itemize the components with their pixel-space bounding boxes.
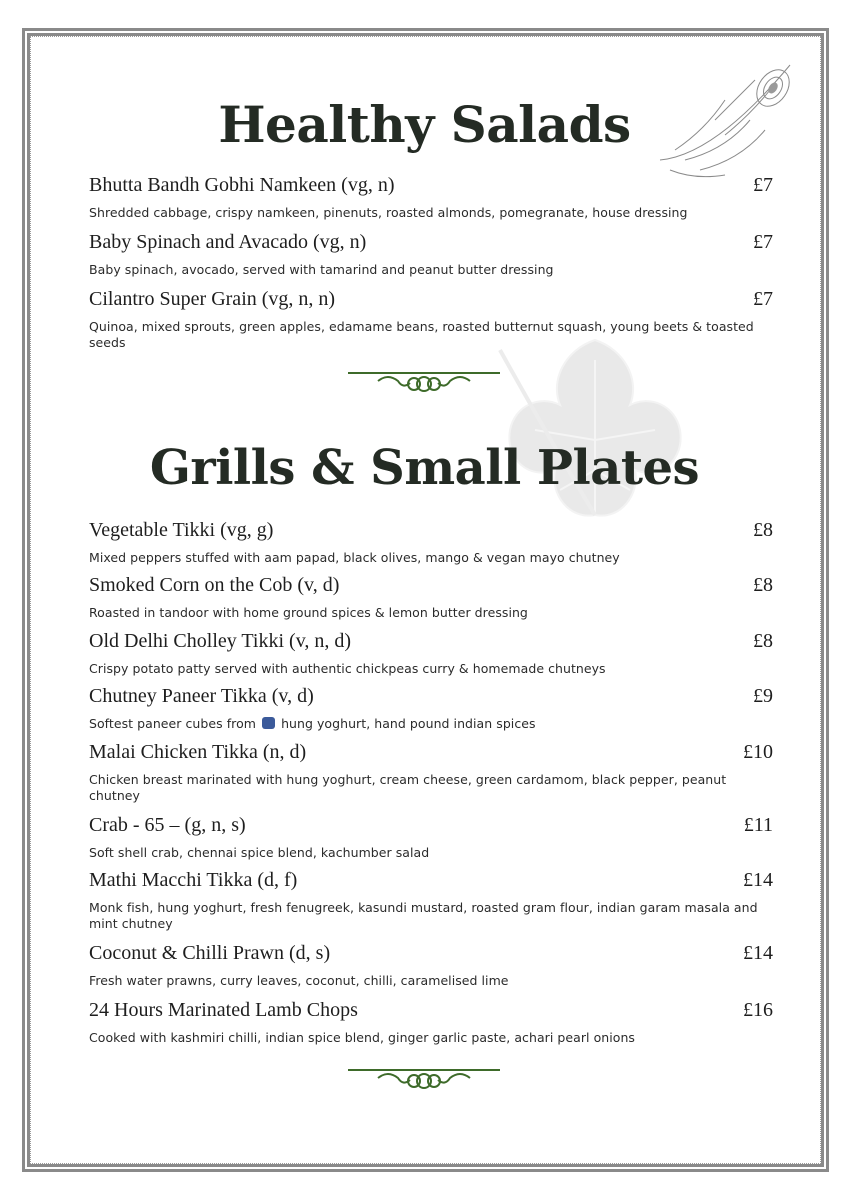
- item-description-start: Softest paneer cubes from: [89, 716, 256, 731]
- item-name: Baby Spinach and Avacado (vg, n): [89, 231, 367, 253]
- item-price: £7: [753, 231, 773, 253]
- item-price: £8: [753, 630, 773, 652]
- section-title-salads: Healthy Salads: [218, 95, 631, 154]
- flourish-divider-icon: [348, 369, 500, 397]
- item-price: £8: [753, 519, 773, 541]
- item-price: £16: [743, 999, 773, 1021]
- item-name: Vegetable Tikki (vg, g): [89, 519, 274, 541]
- item-name: Old Delhi Cholley Tikki (v, n, d): [89, 630, 352, 652]
- item-description: Chicken breast marinated with hung yoghurt, cream cheese, green cardamom, black pepper, peanut chutney: [89, 772, 727, 803]
- item-description: Mixed peppers stuffed with aam papad, black olives, mango & vegan mayo chutney: [89, 550, 620, 565]
- item-name: Coconut & Chilli Prawn (d, s): [89, 942, 331, 964]
- item-description: Crispy potato patty served with authentic chickpeas curry & homemade chutneys: [89, 661, 606, 676]
- item-description-end: hung yoghurt, hand pound indian spices: [281, 716, 536, 731]
- item-price: £9: [753, 685, 773, 707]
- item-description: [89, 716, 779, 732]
- item-name: Cilantro Super Grain (vg, n, n): [89, 288, 336, 310]
- item-description: Baby spinach, avocado, served with tamarind and peanut butter dressing: [89, 262, 554, 277]
- item-price: £7: [753, 174, 773, 196]
- item-name: Crab - 65 – (g, n, s): [89, 814, 246, 836]
- item-description: Shredded cabbage, crispy namkeen, pinenuts, roasted almonds, pomegranate, house dressing: [89, 205, 688, 220]
- brand-badge-icon: [262, 717, 275, 729]
- item-price: £14: [743, 942, 773, 964]
- coriander-leaf-icon: [480, 320, 710, 550]
- item-price: £11: [743, 814, 773, 836]
- item-name: Bhutta Bandh Gobhi Namkeen (vg, n): [89, 174, 395, 196]
- item-description: Cooked with kashmiri chilli, indian spice blend, ginger garlic paste, achari pearl onions: [89, 1030, 635, 1045]
- section-title-grills: Grills & Small Plates: [149, 440, 700, 496]
- flourish-divider-icon: [348, 1066, 500, 1094]
- item-name: Chutney Paneer Tikka (v, d): [89, 685, 314, 707]
- item-name: Smoked Corn on the Cob (v, d): [89, 574, 340, 596]
- item-description: Soft shell crab, chennai spice blend, kachumber salad: [89, 845, 430, 860]
- item-description: Fresh water prawns, curry leaves, coconut, chilli, caramelised lime: [89, 973, 509, 988]
- item-name: 24 Hours Marinated Lamb Chops: [89, 999, 358, 1021]
- item-price: £7: [753, 288, 773, 310]
- item-description: Roasted in tandoor with home ground spices & lemon butter dressing: [89, 605, 528, 620]
- item-price: £10: [743, 741, 773, 763]
- item-description: Monk fish, hung yoghurt, fresh fenugreek, kasundi mustard, roasted gram flour, indian garam masala and mint chutney: [89, 900, 758, 931]
- item-price: £14: [743, 869, 773, 891]
- item-description: Quinoa, mixed sprouts, green apples, edamame beans, roasted butternut squash, young beets & toasted seeds: [89, 319, 754, 350]
- item-price: £8: [753, 574, 773, 596]
- item-name: Malai Chicken Tikka (n, d): [89, 741, 307, 763]
- item-name: Mathi Macchi Tikka (d, f): [89, 869, 298, 891]
